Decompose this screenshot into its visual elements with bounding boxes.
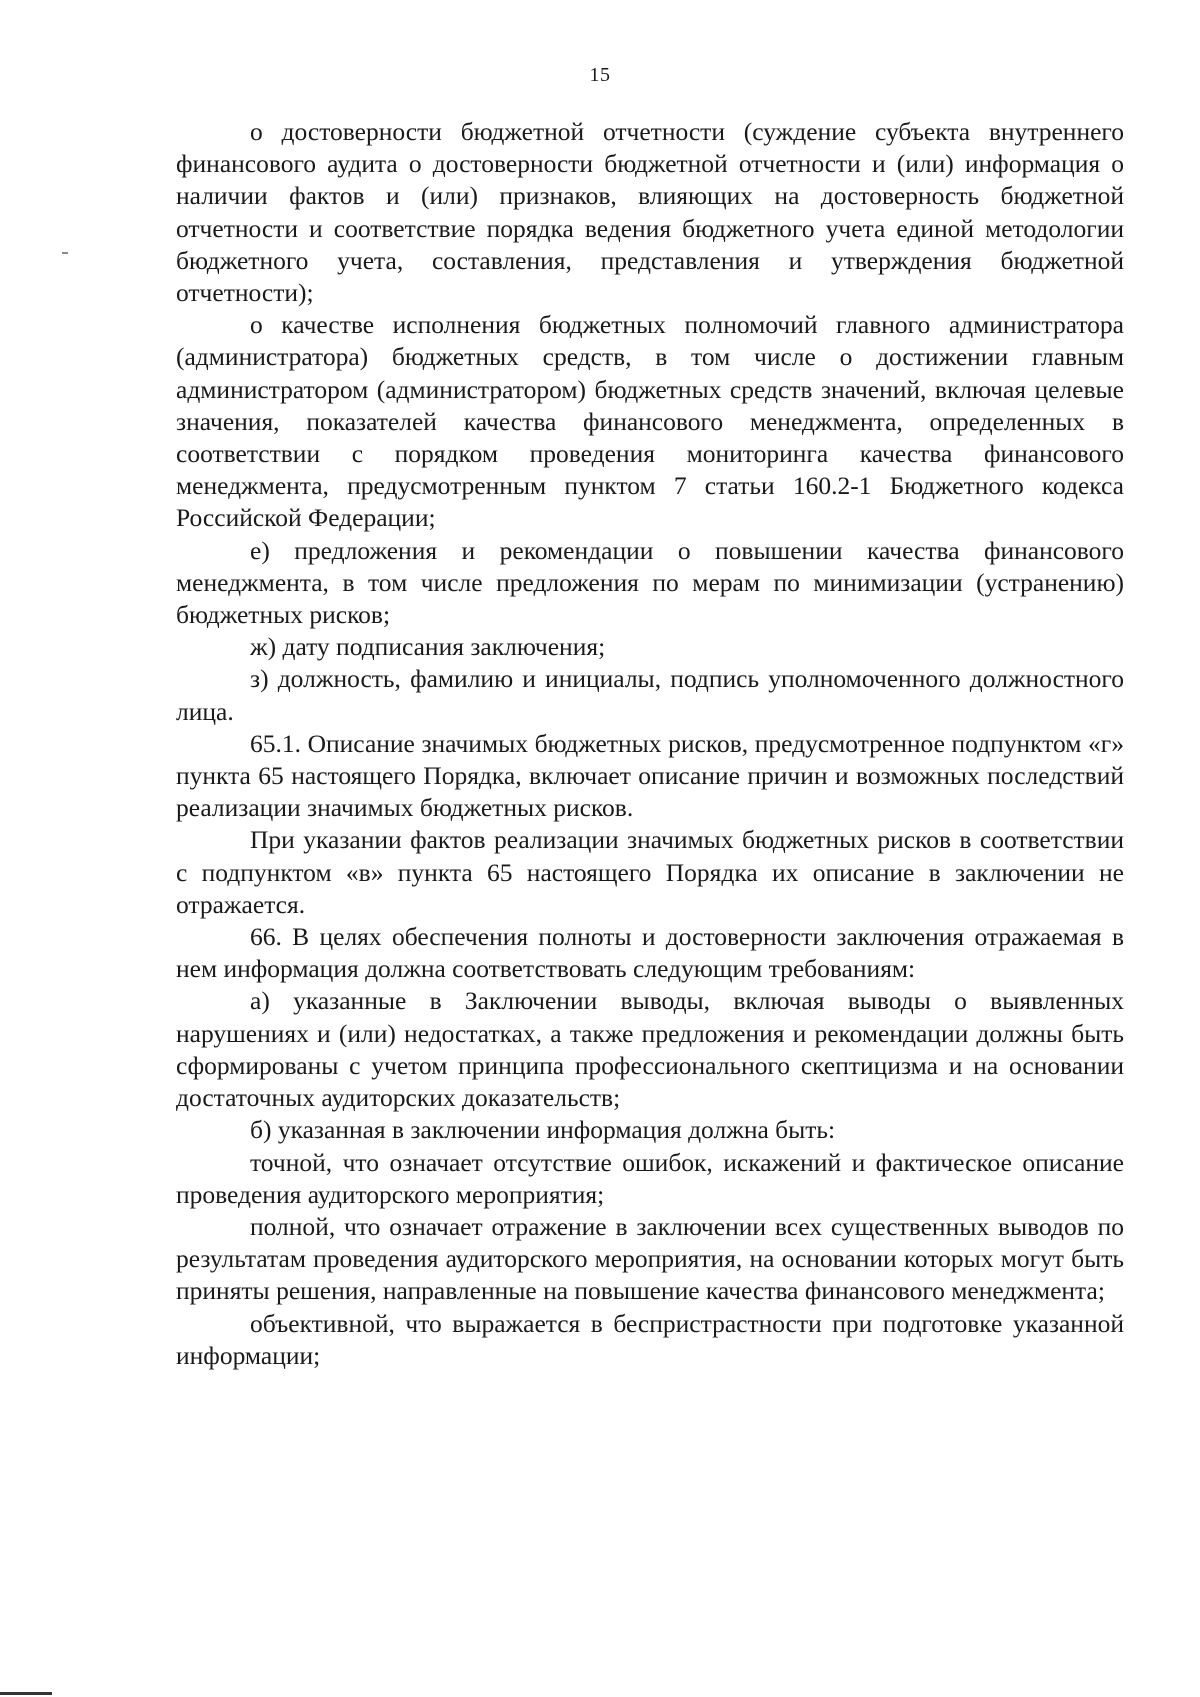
paragraph-budget-reporting-reliability: о достоверности бюджетной отчетности (суждение субъекта внутреннего финансового аудита о достоверности бюджетной отчетности и (или) информация о наличии фактов и (или) признаков, влияющих на достоверность бюджетной отчетности и соответствие порядка ведения бюджетного учета единой методологии бюджетного учета, составления, представления и утверждения бюджетной отчетности);: [176, 117, 1124, 308]
paragraph-objective: объективной, что выражается в беспристрастности при подготовке указанной информации;: [176, 1308, 1124, 1370]
paragraph-item-b-information: б) указанная в заключении информация должна быть:: [250, 1115, 836, 1145]
paragraph-accurate: точной, что означает отсутствие ошибок, искажений и фактическое описание проведения аудиторского мероприятия;: [176, 1147, 1124, 1209]
document-body: [176, 116, 1124, 1372]
paragraph-complete: полной, что означает отражение в заключении всех существенных выводов по результатам проведения аудиторского мероприятия, на основании которых могут быть приняты решения, направленные на повышение качества финансового менеджмента;: [176, 1211, 1124, 1306]
paragraph-risk-facts: При указании фактов реализации значимых бюджетных рисков в соответствии с подпунктом «в» пункта 65 настоящего Порядка их описание в заключении не отражается.: [176, 825, 1124, 919]
paragraph-clause-66: 66. В целях обеспечения полноты и достоверности заключения отражаемая в нем информация должна соответствовать следующим требованиям:: [176, 922, 1124, 984]
scan-artifact-mark: [62, 252, 68, 254]
page-number: 15: [589, 64, 611, 86]
paragraph-budget-powers-quality: о качестве исполнения бюджетных полномочий главного администратора (администратора) бюджетных средств, в том числе о достижении главным администратором (администратором) бюджетных средств значений, включая целевые значения, показателей качества финансового менеджмента, определенных в соответствии с порядком проведения мониторинга качества финансового менеджмента, предусмотренным пунктом 7 статьи 160.2-1 Бюджетного кодекса Российской Федерации;: [176, 310, 1124, 533]
paragraph-item-z-official: з) должность, фамилию и инициалы, подпись уполномоченного должностного лица.: [176, 664, 1124, 726]
scan-artifact-edge: [0, 1692, 52, 1695]
paragraph-clause-65-1: 65.1. Описание значимых бюджетных рисков, предусмотренное подпунктом «г» пункта 65 настоящего Порядка, включает описание причин и возможных последствий реализации значимых бюджетных рисков.: [176, 728, 1124, 823]
paragraph-item-a-conclusions: а) указанные в Заключении выводы, включая выводы о выявленных нарушениях и (или) недостатках, а также предложения и рекомендации должны быть сформированы с учетом принципа профессионального скептицизма и на основании достаточных аудиторских доказательств;: [176, 986, 1124, 1113]
paragraph-item-e-proposals: е) предложения и рекомендации о повышении качества финансового менеджмента, в том числе предложения по мерам по минимизации (устранению) бюджетных рисков;: [176, 535, 1124, 630]
paragraph-item-zh-signing-date: ж) дату подписания заключения;: [250, 632, 606, 662]
